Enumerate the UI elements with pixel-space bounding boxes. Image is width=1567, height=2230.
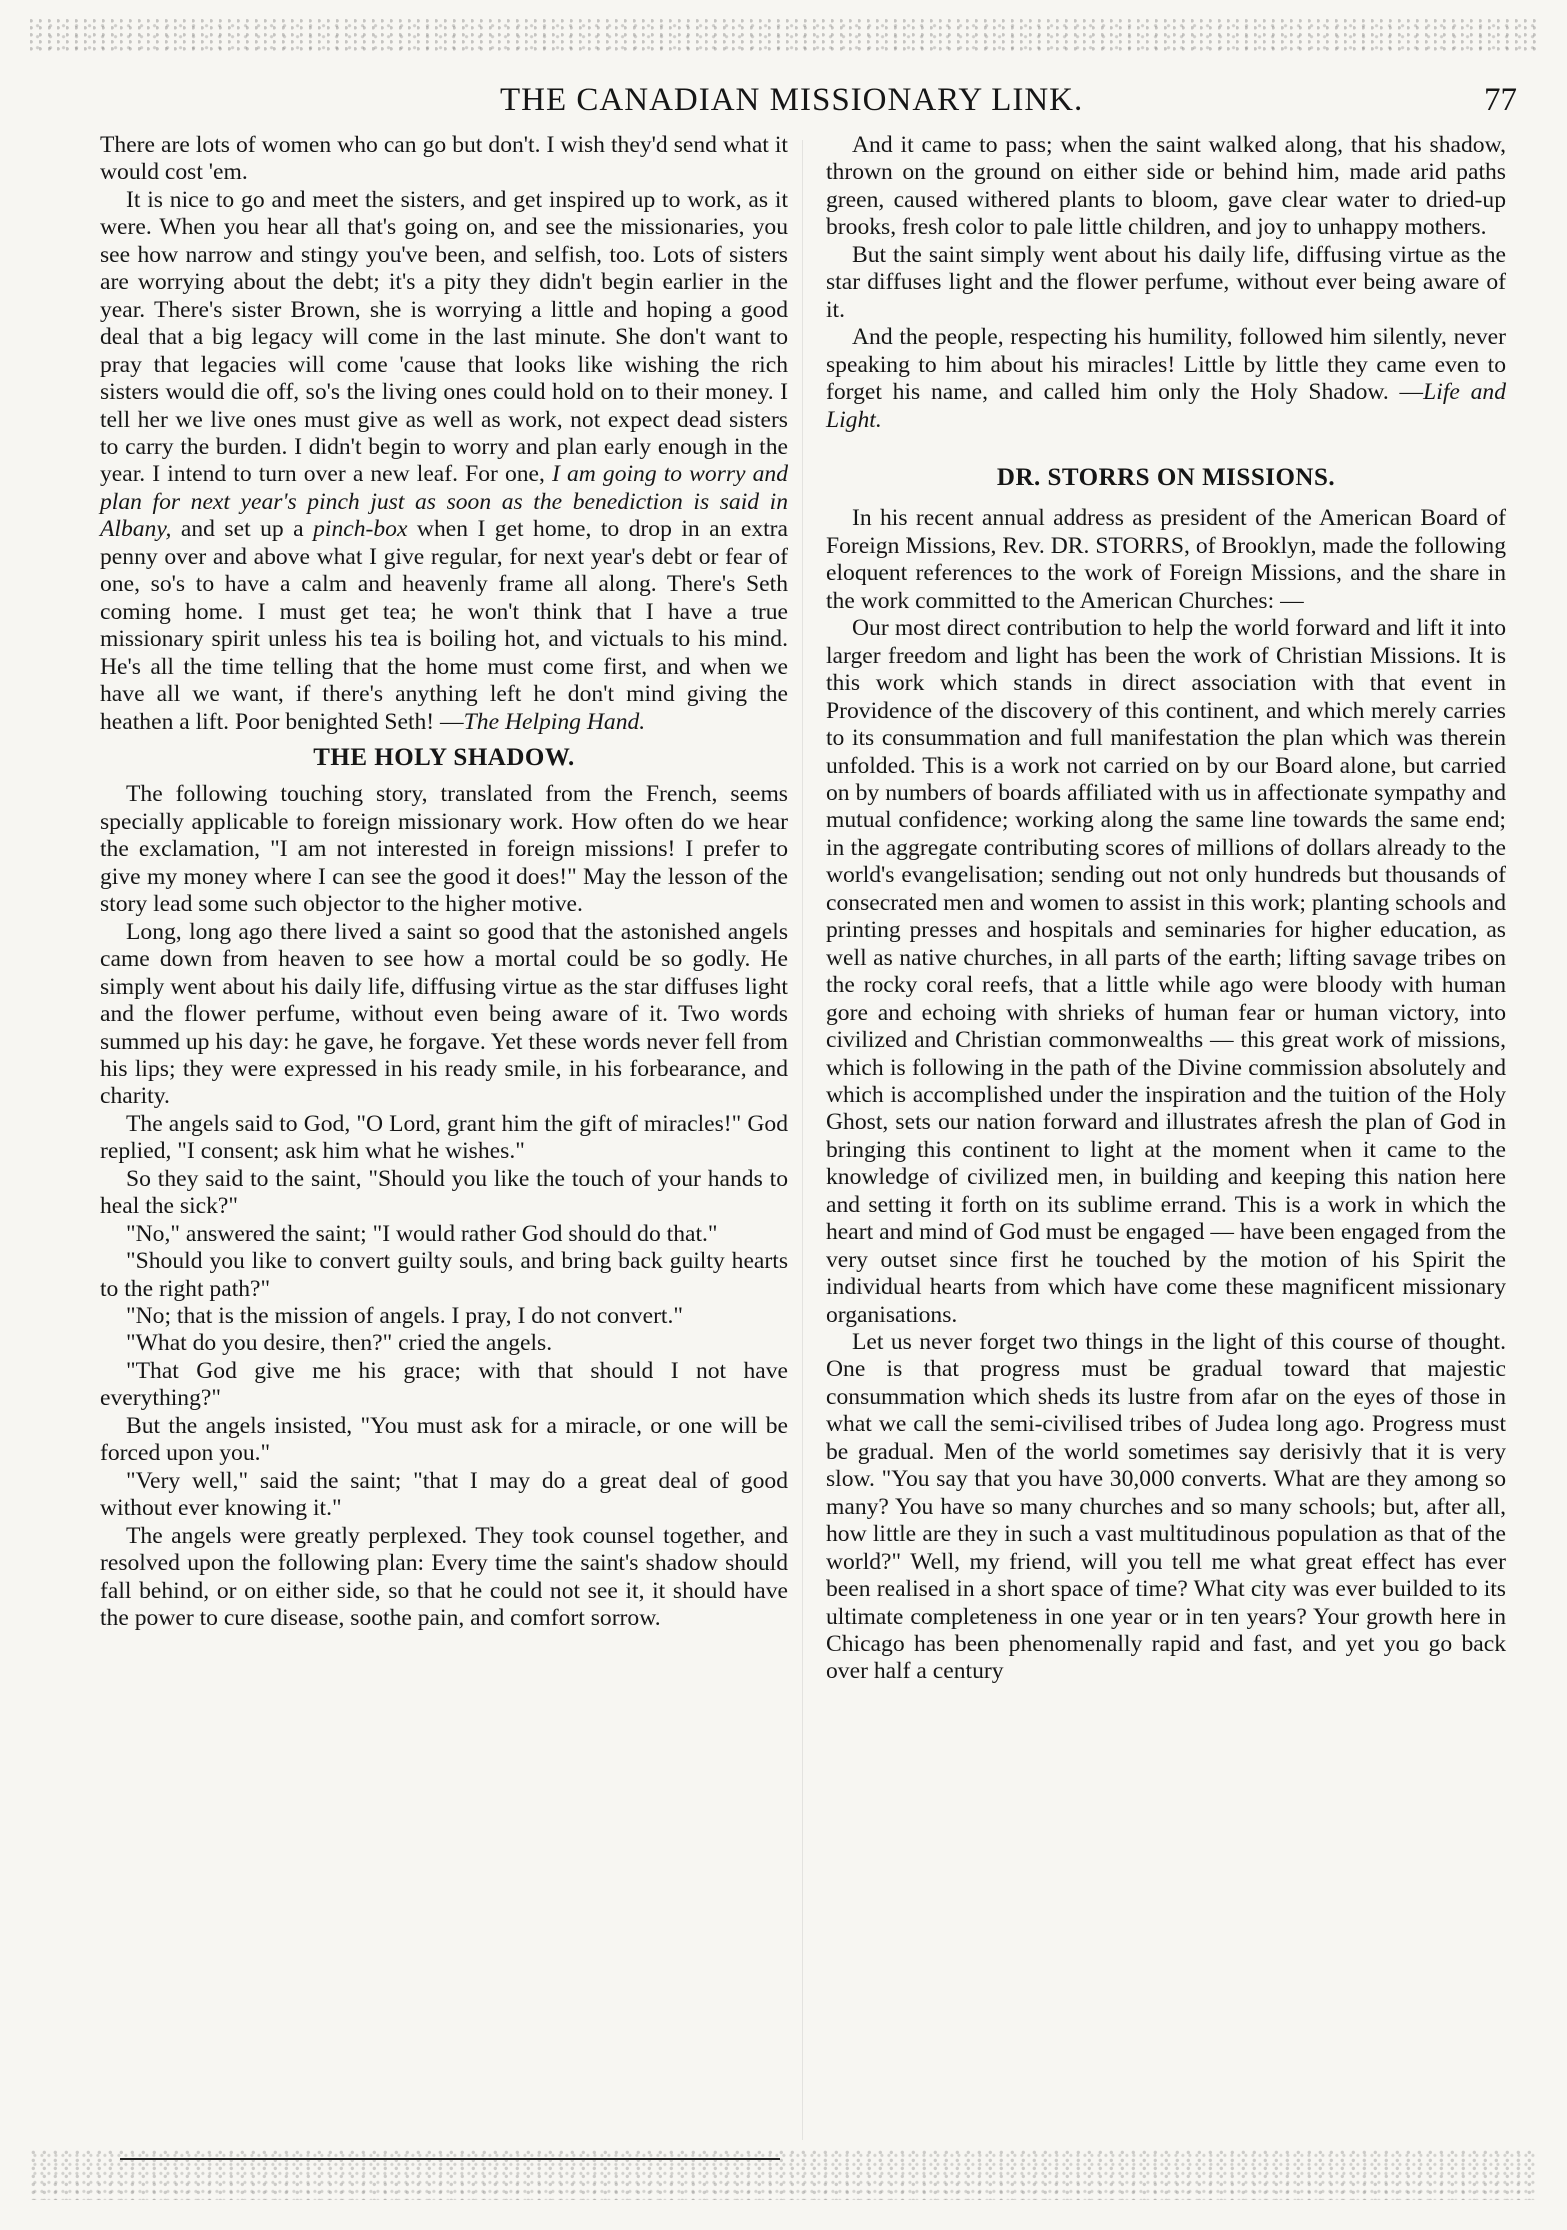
paragraph: There are lots of women who can go but don't. I wish they'd send what it would cost 'em. (100, 132, 788, 186)
paragraph: "No," answered the saint; "I would rather God should do that." (126, 1220, 718, 1247)
paragraph: "Should you like to convert guilty souls, and bring back guilty hearts to the right path?" (100, 1248, 788, 1302)
running-head (100, 82, 1517, 126)
page-number: 77 (1484, 82, 1517, 118)
paragraph: The following touching story, translated from the French, seems specially applicable to foreign missionary work. How often do we hear the exclamation, "I am not interested in foreign missions! I prefer to give my money where I can see the good it does!" May the lesson of the story lead some such objector to the higher motive. (100, 781, 788, 918)
paragraph: "That God give me his grace; with that should I not have everything?" (100, 1357, 788, 1412)
paragraph: So they said to the saint, "Should you like the touch of your hands to heal the sick?" (100, 1165, 788, 1220)
source-citation: Life and Light. (826, 379, 1507, 433)
article-heading: DR. STORRS ON MISSIONS. (996, 463, 1336, 491)
paragraph-text: when I get home, to drop in an extra penny over and above what I give regular, for next year's debt or fear of one, so's to have a calm and heavenly frame all along. There's Seth coming home. I must get tea; he won't think that I have a true missionary spirit unless his tea is boiling hot, and victuals to his mind. He's all the time telling that the home must come first, and when we have all we want, if there's anything left he don't mind giving the heathen a lift. Poor benighted Seth! — (100, 516, 789, 735)
paragraph: In his recent annual address as president of the American Board of Foreign Missions, Rev. DR. STORRS, of Brooklyn, made the following eloquent references to the work of Foreign Missions, and the share in the work committed to the American Churches: — (826, 505, 1506, 614)
scan-noise-top (30, 18, 1537, 52)
paragraph (100, 187, 788, 736)
paragraph: But the angels insisted, "You must ask for a miracle, or one will be forced upon you." (100, 1412, 788, 1467)
paragraph: Long, long ago there lived a saint so good that the astonished angels came down from heaven to see how a mortal could be so godly. He simply went about his daily life, diffusing virtue as the star diffuses light and the flower perfume, without even being aware of it. Two words summed up his day: he gave, he forgave. Yet these words never fell from his lips; they were expressed in his ready smile, in his forbearance, and charity. (100, 918, 788, 1110)
column-gutter (802, 140, 803, 2140)
paragraph: Our most direct contribution to help the world forward and lift it into larger freedom and light has been the work of Christian Missions. It is this work which stands in direct association with that event in Providence of the discovery of this continent, and which merely carries to its consummation and full manifestation the plan which was therein unfolded. This is a work not carried on by our Board alone, but carried on by numbers of boards affiliated with us in affectionate sympathy and mutual confidence; working along the same line towards the same end; in the aggregate contributing scores of millions of dollars already to the world's evangelisation; sending out not only hundreds but thousands of consecrated men and women to assist in this work; planting schools and printing presses and hospitals and seminaries for higher education, as well as native churches, in all parts of the earth; lifting savage tribes on the rocky coral reefs, that a little while ago were bloody with human gore and echoing with shrieks of human fear or human victory, into civilized and Christian commonwealths — this great work of missions, which is following in the path of the Divine commission absolutely and which is accomplished under the inspiration and the tuition of the Holy Ghost, sets our nation forward and illustrates afresh the plan of God in bringing this continent to light at the moment when it came to the knowledge of civilized men, in building and keeping this nation here and setting it forth on its sublime errand. This is a work in which the heart and mind of God must be engaged — have been engaged from the very outset since first he touched by the motion of his Spirit the individual hearts from which have come these magnificent missionary organisations. (826, 615, 1506, 1328)
article-heading: THE HOLY SHADOW. (313, 743, 575, 771)
paragraph (826, 324, 1506, 434)
paragraph: The angels were greatly perplexed. They took counsel together, and resolved upon the following plan: Every time the saint's shadow should fall behind, or on either side, so that he could not see it, it should have the power to cure disease, soothe pain, and comfort sorrow. (100, 1522, 788, 1632)
paragraph: "Very well," said the saint; "that I may do a great deal of good without ever knowing it." (100, 1467, 788, 1522)
paragraph: But the saint simply went about his daily life, diffusing virtue as the star diffuses light and the flower perfume, without ever being aware of it. (826, 241, 1506, 323)
paragraph: "What do you desire, then?" cried the angels. (126, 1330, 553, 1357)
left-column (100, 132, 788, 1632)
italic-phrase: I am going to worry and plan for next year's pinch just as soon as the benediction is said in Albany, (100, 461, 789, 543)
source-citation: The Helping Hand. (463, 708, 646, 735)
paragraph: "No; that is the mission of angels. I pray, I do not convert." (126, 1303, 684, 1330)
paragraph-text: It is nice to go and meet the sisters, and get inspired up to work, as it were. When you hear all that's going on, and see the missionaries, you see how narrow and stingy you've been, and selfish, too. Lots of sisters are worrying about the debt; it's a pity they didn't begin earlier in the year. There's sister Brown, she is worrying a little and hoping a good deal that a big legacy will come in the last minute. She don't want to pray that legacies will come 'cause that looks like wishing the rich sisters would die off, so's the living ones could hold on to their money. I tell her we live ones must give as well as work, not expect dead sisters to carry the burden. I didn't begin to worry and plan early enough in the year. I intend to turn over a new leaf. For one, (100, 186, 788, 488)
paragraph-text: and set up a (180, 516, 304, 543)
paragraph-text: And the people, respecting his humility, followed him silently, never speaking to him about his miracles! Little by little they came even to forget his name, and called him only the Holy Shadow. — (826, 324, 1506, 406)
scan-noise-bottom (30, 2150, 1537, 2200)
running-title: THE CANADIAN MISSIONARY LINK. (500, 82, 1084, 118)
paragraph: And it came to pass; when the saint walked along, that his shadow, thrown on the ground on either side or behind him, made arid paths green, caused withered plants to bloom, gave clear water to dried-up brooks, fresh color to pale little children, and joy to unhappy mothers. (826, 132, 1506, 241)
paragraph: Let us never forget two things in the light of this course of thought. One is that progress must be gradual toward that majestic consummation which sheds its lustre from afar on the eyes of those in what we call the semi-civilised tribes of Judea long ago. Progress must be gradual. Men of the world sometimes say derisivly that it is very slow. "You say that you have 30,000 converts. What are they among so many? You have so many churches and so many schools; but, after all, how little are they in such a vast multitudinous population as that of the world?" Well, my friend, will you tell me what great effect has ever been realised in a short space of time? What city was ever builded to its ultimate completeness in one year or in ten years? Your growth here in Chicago has been phenomenally rapid and fast, and yet you go back over half a century (826, 1329, 1506, 1685)
italic-phrase: pinch-box (313, 516, 408, 543)
right-column (826, 132, 1506, 1686)
paragraph: The angels said to God, "O Lord, grant him the gift of miracles!" God replied, "I consent; ask him what he wishes." (100, 1110, 788, 1165)
